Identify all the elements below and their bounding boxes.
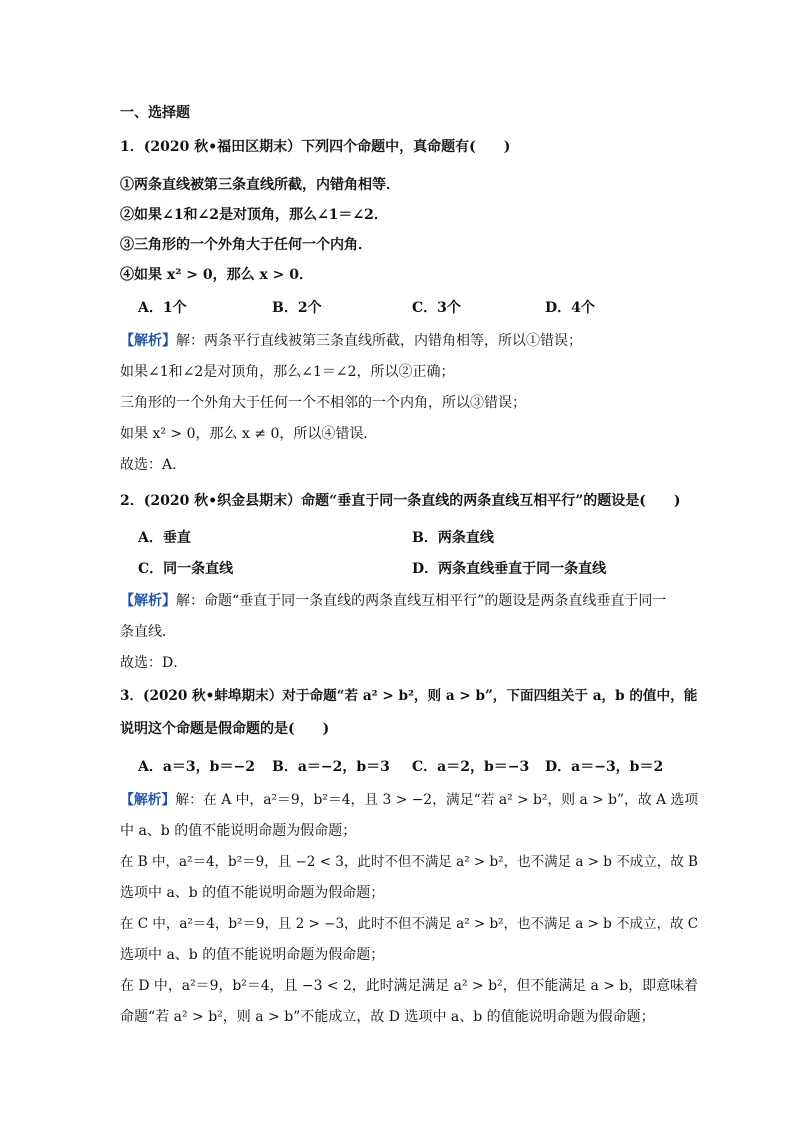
q2-option-c: C．同一条直线 <box>138 561 234 577</box>
q2-option-b: B．两条直线 <box>412 530 494 546</box>
q3-analysis-line-5: 在 C 中，a²＝4，b²＝9，且 2 > −3，此时不但不满足 a² > b²，也不满足 a > b 不成立，故 C <box>120 916 699 932</box>
q3-analysis-line-1 <box>120 791 698 809</box>
q2-analysis-line-2: 条直线． <box>120 624 176 640</box>
q1-option-b: B．2个 <box>272 300 322 316</box>
q3-analysis-line-2: 中 a、b 的值不能说明命题为假命题； <box>120 823 357 839</box>
q1-option-c: C．3个 <box>412 300 461 316</box>
q3-option-b: B．a＝−2，b＝3 <box>272 759 390 775</box>
q3-analysis-text: 解：在 A 中，a²＝9，b²＝4，且 3 > −2，满足“若 a² > b²，则 a > b”，故 A 选项 <box>175 792 699 808</box>
q2-option-a: A．垂直 <box>138 530 191 546</box>
q1-analysis-line-1 <box>120 332 582 350</box>
q1-item-1: ①两条直线被第三条直线所截，内错角相等． <box>120 177 400 193</box>
q1-analysis-line-4: 如果 x² > 0，那么 x ≠ 0，所以④错误． <box>120 426 378 442</box>
q3-option-d: D．a＝−3，b＝2 <box>545 759 664 775</box>
q2-analysis-line-1 <box>120 592 666 610</box>
q3-analysis-line-4: 选项中 a、b 的值不能说明命题为假命题； <box>120 885 385 901</box>
q1-option-d: D．4个 <box>545 300 595 316</box>
q1-item-4: ④如果 x² > 0，那么 x > 0． <box>120 267 314 283</box>
q2-stem: 2．(2020 秋•织金县期末）命题“垂直于同一条直线的两条直线互相平行”的题设是( ) <box>120 493 681 509</box>
q2-option-d: D．两条直线垂直于同一条直线 <box>412 561 607 577</box>
q3-option-a: A．a＝3，b＝−2 <box>138 759 255 775</box>
section-title: 一、选择题 <box>120 105 190 121</box>
q1-analysis-line-3: 三角形的一个外角大于任何一个不相邻的一个内角，所以③错误； <box>120 395 526 411</box>
q1-analysis-line-2: 如果∠1和∠2是对顶角，那么∠1＝∠2，所以②正确； <box>120 364 455 380</box>
q3-stem-line-1: 3．(2020 秋•蚌埠期末）对于命题“若 a² > b²，则 a > b”，下面四组关于 a，b 的值中，能 <box>120 688 698 704</box>
q3-analysis-line-8: 命题“若 a² > b²，则 a > b”不能成立，故 D 选项中 a、b 的值能说明命题为假命题； <box>120 1009 655 1025</box>
q3-stem-line-2: 说明这个命题是假命题的是( ) <box>120 721 330 737</box>
q3-analysis-line-3: 在 B 中，a²＝4，b²＝9，且 −2 < 3，此时不但不满足 a² > b²，也不满足 a > b 不成立，故 B <box>120 854 698 870</box>
q2-analysis-text: 解：命题“垂直于同一条直线的两条直线互相平行”的题设是两条直线垂直于同一 <box>176 593 667 609</box>
q2-analysis-tag: 【解析】 <box>120 593 176 609</box>
q3-option-c: C．a＝2，b＝−3 <box>412 759 530 775</box>
q1-analysis-text: 解：两条平行直线被第三条直线所截，内错角相等，所以①错误； <box>176 333 582 349</box>
q1-analysis-tag: 【解析】 <box>120 333 176 349</box>
q1-answer: 故选：A． <box>120 457 187 473</box>
q1-item-3: ③三角形的一个外角大于任何一个内角． <box>120 237 372 253</box>
q3-analysis-line-7: 在 D 中，a²＝9，b²＝4，且 −3 < 2，此时满足满足 a² > b²，但不能满足 a > b，即意味着 <box>120 978 698 994</box>
q1-stem: 1．(2020 秋•福田区期末）下列四个命题中，真命题有( ) <box>120 139 511 155</box>
q3-analysis-tag: 【解析】 <box>120 792 176 808</box>
q2-answer: 故选：D． <box>120 655 188 671</box>
q1-option-a: A．1个 <box>138 300 187 316</box>
q1-item-2: ②如果∠1和∠2是对顶角，那么∠1＝∠2． <box>120 207 388 223</box>
q3-analysis-line-6: 选项中 a、b 的值不能说明命题为假命题； <box>120 947 385 963</box>
